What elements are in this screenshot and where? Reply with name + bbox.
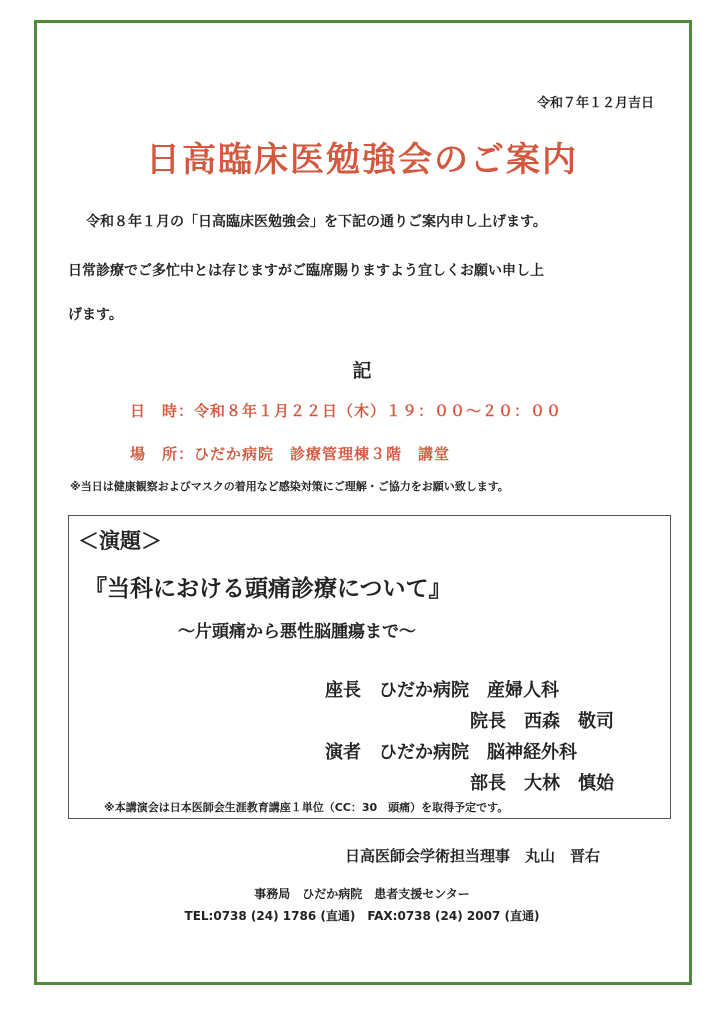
chair-affiliation: 座長 ひだか病院 産婦人科 bbox=[325, 680, 559, 701]
chair-name: 院長 西森 敬司 bbox=[470, 711, 614, 732]
issue-date: 令和７年１２月吉日 bbox=[536, 96, 654, 111]
lecture-title: 『当科における頭痛診療について』 bbox=[84, 576, 452, 602]
lecture-subtitle: 〜片頭痛から悪性脳腫瘍まで〜 bbox=[178, 622, 416, 642]
lecture-heading: ＜演題＞ bbox=[78, 529, 162, 553]
event-place: 場 所：ひだか病院 診療管理棟３階 講堂 bbox=[130, 445, 451, 463]
signature: 日高医師会学術担当理事 丸山 晋右 bbox=[345, 847, 601, 865]
intro-line-3: げます。 bbox=[68, 307, 123, 323]
office-info: 事務局 ひだか病院 患者支援センター bbox=[254, 887, 470, 901]
credit-note: ※本講演会は日本医師会生涯教育講座１単位（CC：30 頭痛）を取得予定です。 bbox=[104, 801, 509, 814]
speaker-name: 部長 大林 慎始 bbox=[470, 773, 614, 794]
contact-info: TEL:0738 (24) 1786 (直通) FAX:0738 (24) 2007 (直通) bbox=[184, 909, 540, 923]
infection-notice: ※当日は健康観察およびマスクの着用など感染対策にご理解・ご協力をお願い致します。 bbox=[70, 480, 509, 493]
intro-line-2: 日常診療でご多忙中とは存じますがご臨席賜りますよう宜しくお願い申し上 bbox=[68, 263, 544, 279]
speaker-affiliation: 演者 ひだか病院 脳神経外科 bbox=[325, 742, 577, 763]
event-datetime: 日 時：令和８年１月２２日（木）１９：００〜２０：００ bbox=[130, 402, 563, 420]
intro-line-1: 令和８年１月の「日高臨床医勉強会」を下記の通りご案内申し上げます。 bbox=[86, 214, 547, 230]
page-title: 日高臨床医勉強会のご案内 bbox=[146, 140, 578, 180]
notation-heading: 記 bbox=[352, 360, 372, 382]
